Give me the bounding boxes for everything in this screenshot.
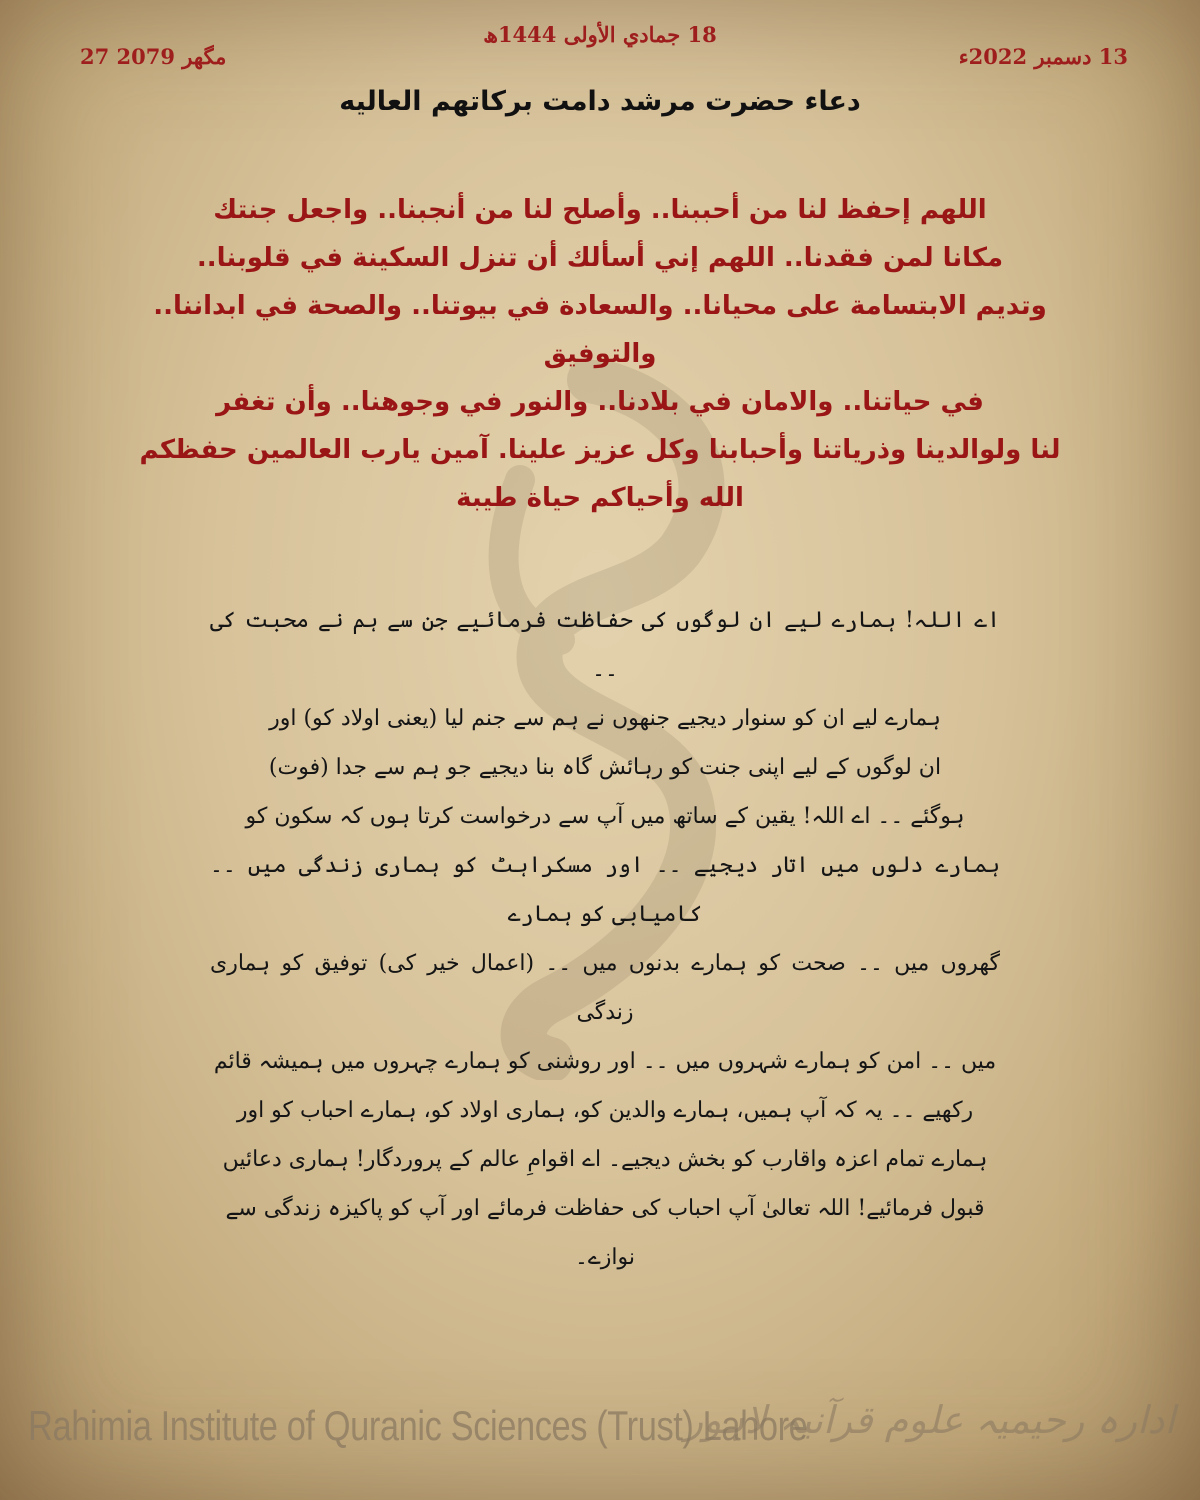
- urdu-line: میں ۔۔ امن کو ہمارے شہروں میں ۔۔ اور روشنی کو ہمارے چہروں میں ہمیشہ قائم: [213, 1049, 997, 1074]
- urdu-line: رکھیے ۔۔ یہ کہ آپ ہمیں، ہمارے والدین کو، ہماری اولاد کو، ہمارے احباب کو اور: [236, 1098, 974, 1123]
- urdu-line: ان لوگوں کے لیے اپنی جنت کو رہائش گاہ بنا دیجیے جو ہم سے جدا (فوت): [268, 755, 942, 780]
- urdu-translation: [210, 596, 1000, 1282]
- arabic-line: لنا ولوالدينا وذرياتنا وأحبابنا وكل عزيز علينا. آمين يارب العالمين حفظكم: [139, 435, 1061, 465]
- arabic-line: الله وأحياكم حياة طيبة: [456, 483, 744, 513]
- arabic-line: مكانا لمن فقدنا.. اللهم إني أسألك أن تنزل السكينة في قلوبنا..: [196, 243, 1004, 273]
- date-bikrami: 27 مگھر 2079: [80, 44, 227, 69]
- arabic-line: في حياتنا.. والامان في بلادنا.. والنور في وجوهنا.. وأن تغفر: [216, 387, 984, 417]
- date-hijri: 18 جمادي الأولى 1444ھ: [483, 22, 717, 47]
- date-gregorian: 13 دسمبر 2022ء: [958, 44, 1128, 69]
- arabic-line: اللهم إحفظ لنا من أحببنا.. وأصلح لنا من أنجبنا.. واجعل جنتك: [213, 195, 987, 225]
- urdu-line: گھروں میں ۔۔ صحت کو ہمارے بدنوں میں ۔۔ (اعمال خیر کی) توفیق کو ہماری زندگی: [210, 951, 1000, 1025]
- footer-institute-name: Rahimia Institute of Quranic Sciences (Trust) Lahore: [28, 1402, 808, 1449]
- urdu-line: نوازے۔: [574, 1245, 635, 1270]
- urdu-line: ہمارے لیے ان کو سنوار دیجیے جنھوں نے ہم سے جنم لیا (یعنی اولاد کو) اور: [269, 706, 941, 731]
- arabic-line: وتديم الابتسامة على محيانا.. والسعادة في بيوتنا.. والصحة في ابداننا.. والتوفيق: [153, 291, 1047, 369]
- urdu-line: ہوگئے ۔۔ اے اللہ! یقین کے ساتھ میں آپ سے درخواست کرتا ہوں کہ سکون کو: [245, 804, 965, 829]
- arabic-dua: [120, 186, 1080, 522]
- page-title: دعاء حضرت مرشد دامت برکاتهم العالیه: [339, 86, 861, 117]
- urdu-line: ہمارے دلوں میں اتار دیجیے ۔۔ اور مسکراہٹ کو ہماری زندگی میں ۔۔ کامیابی کو ہمارے: [210, 853, 1000, 927]
- urdu-line: قبول فرمائیے! اللہ تعالیٰ آپ احباب کی حفاظت فرمائے اور آپ کو پاکیزہ زندگی سے: [225, 1196, 985, 1221]
- footer-urdu-logo: ادارہ رحیمیہ علوم قرآنیہ لاہور: [684, 1398, 1175, 1442]
- urdu-line: اے اللہ! ہمارے لیے ان لوگوں کی حفاظت فرمائیے جن سے ہم نے محبت کی ۔۔: [210, 608, 1000, 682]
- urdu-line: ہمارے تمام اعزہ واقارب کو بخش دیجیے۔ اے اقوامِ عالم کے پروردگار! ہماری دعائیں: [222, 1147, 988, 1172]
